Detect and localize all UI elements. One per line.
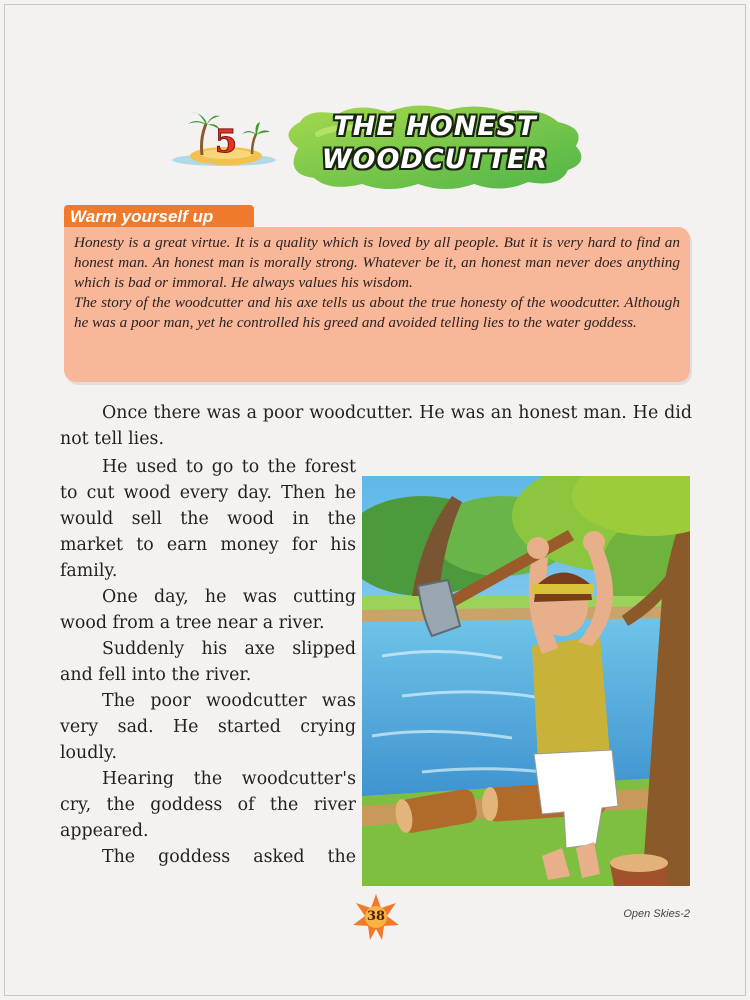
page-number: 38	[366, 909, 386, 924]
book-title: Open Skies-2	[623, 908, 690, 920]
story-paragraph-6: Hearing the woodcutter's cry, the goddess of the river appeared.	[60, 769, 356, 841]
warm-up-heading: Warm yourself up	[64, 205, 254, 229]
warm-up-box	[64, 227, 690, 382]
chapter-island-icon	[168, 108, 280, 170]
chapter-title-line1: THE HONEST	[333, 111, 537, 142]
chapter-title-line2: WOODCUTTER	[321, 144, 549, 175]
chapter-number: 5	[214, 122, 238, 160]
story-paragraph-2: He used to go to the forest to cut wood every day. Then he would sell the wood in the market to earn money for his family.	[60, 457, 356, 581]
story-paragraph-5: The poor woodcutter was very sad. He started crying loudly.	[60, 691, 356, 763]
warm-up-paragraph-2: The story of the woodcutter and his axe tells us about the true honesty of the woodcutter. Although he was a poor man, yet he controlled his greed and avoided telling lies to the water goddess.	[74, 294, 680, 331]
story-paragraph-1: Once there was a poor woodcutter. He was an honest man. He did not tell lies.	[60, 403, 692, 449]
woodcutter-illustration	[362, 476, 690, 886]
story-intro	[60, 400, 692, 452]
chapter-title	[300, 110, 570, 184]
story-column	[60, 454, 356, 870]
story-paragraph-3: One day, he was cutting wood from a tree near a river.	[60, 587, 356, 633]
story-paragraph-7: The goddess asked the	[102, 847, 356, 867]
warm-up-paragraph-1: Honesty is a great virtue. It is a quality which is loved by all people. But it is very hard to find an honest man. An honest man is morally strong. Whatever be it, an honest man never does anything which is bad or immoral. He always values his wisdom.	[74, 234, 680, 291]
story-paragraph-4: Suddenly his axe slipped and fell into the river.	[60, 639, 356, 685]
